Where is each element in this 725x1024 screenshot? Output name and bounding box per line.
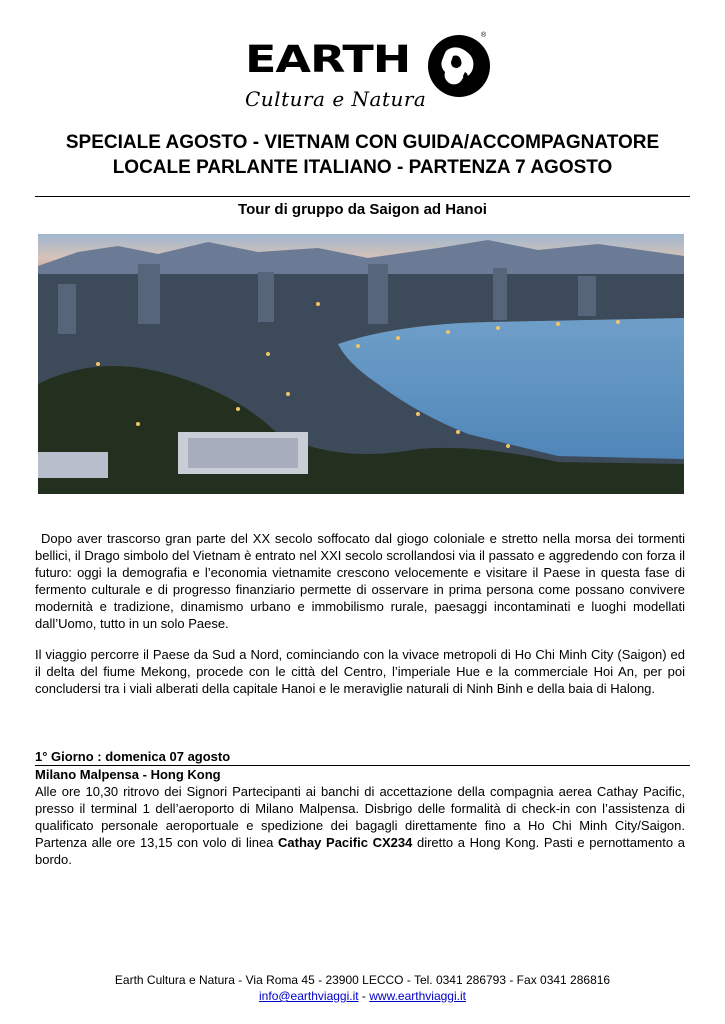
footer-separator: -: [358, 989, 370, 1003]
page-subtitle: Tour di gruppo da Saigon ad Hanoi: [238, 201, 487, 218]
footer-contacts: [0, 988, 725, 1004]
title-divider: [35, 196, 690, 197]
page-footer: [0, 972, 725, 1004]
day-1-description: [35, 783, 685, 868]
intro-paragraph-2: Il viaggio percorre il Paese da Sud a Nord, cominciando con la vivace metropoli di Ho Chi Minh City (Saigon) ed il delta del fiume Mekong, procede con le città del Centro, l’imperiale Hue e la commerciale Hoi An, per poi concludersi tra i viali alberati della capitale Hanoi e le meraviglie naturali di Ninh Binh e della baia di Halong.: [35, 647, 685, 696]
city-skyline-image: [38, 234, 684, 494]
day-1-text-after: diretto a Hong Kong. Pasti e pernottamento a bordo.: [35, 835, 685, 867]
day-1-heading: 1° Giorno : domenica 07 agosto: [35, 748, 690, 766]
intro-paragraph-1: Dopo aver trascorso gran parte del XX secolo soffocato dal giogo coloniale e stretto nella morsa dei tormenti bellici, il Drago simbolo del Vietnam è entrato nel XXI secolo scrollandosi via il passato e aggredendo con forza il futuro: oggi la demografia e l’economia vietnamite crescono velocemente e visitare il Paese in questa fase di fermento culturale e di progresso finanziario permette di osservare in prima persona come possano convivere modernità e tradizione, dinamismo urbano e immobilismo rurale, paesaggi incontaminati e luoghi modellati dall’Uomo, tutto in un solo Paese.: [35, 531, 685, 631]
email-link[interactable]: info@earthviaggi.it: [259, 989, 359, 1003]
footer-address: Earth Cultura e Natura - Via Roma 45 - 23900 LECCO - Tel. 0341 286793 - Fax 0341 286816: [114, 973, 611, 987]
website-link[interactable]: www.earthviaggi.it: [369, 989, 466, 1003]
day-1-route: Milano Malpensa - Hong Kong: [35, 767, 221, 782]
flight-number: Cathay Pacific CX234: [278, 835, 413, 850]
globe-icon: [425, 32, 493, 100]
page-title: SPECIALE AGOSTO - VIETNAM CON GUIDA/ACCOMPAGNATORE LOCALE PARLANTE ITALIANO - PARTENZA 7 AGOSTO: [65, 132, 660, 178]
logo-brand: EARTH: [245, 36, 411, 81]
earth-logo: [245, 28, 495, 116]
hanoi-city-photo: [38, 234, 684, 494]
day-1-text-before: Alle ore 10,30 ritrovo dei Signori Partecipanti ai banchi di accettazione della compagnia aerea Cathay Pacific, presso il terminal 1 dell’aeroporto di Milano Malpensa. Disbrigo delle formalità di check-in con l’assistenza di qualificato personale aeroportuale e spedizione dei bagagli direttamente fino a Ho Chi Minh City/Saigon. Partenza alle ore 13,15 con volo di linea: [35, 784, 685, 850]
logo-tagline: Cultura e Natura: [245, 87, 427, 111]
registered-mark: ®: [481, 32, 487, 39]
